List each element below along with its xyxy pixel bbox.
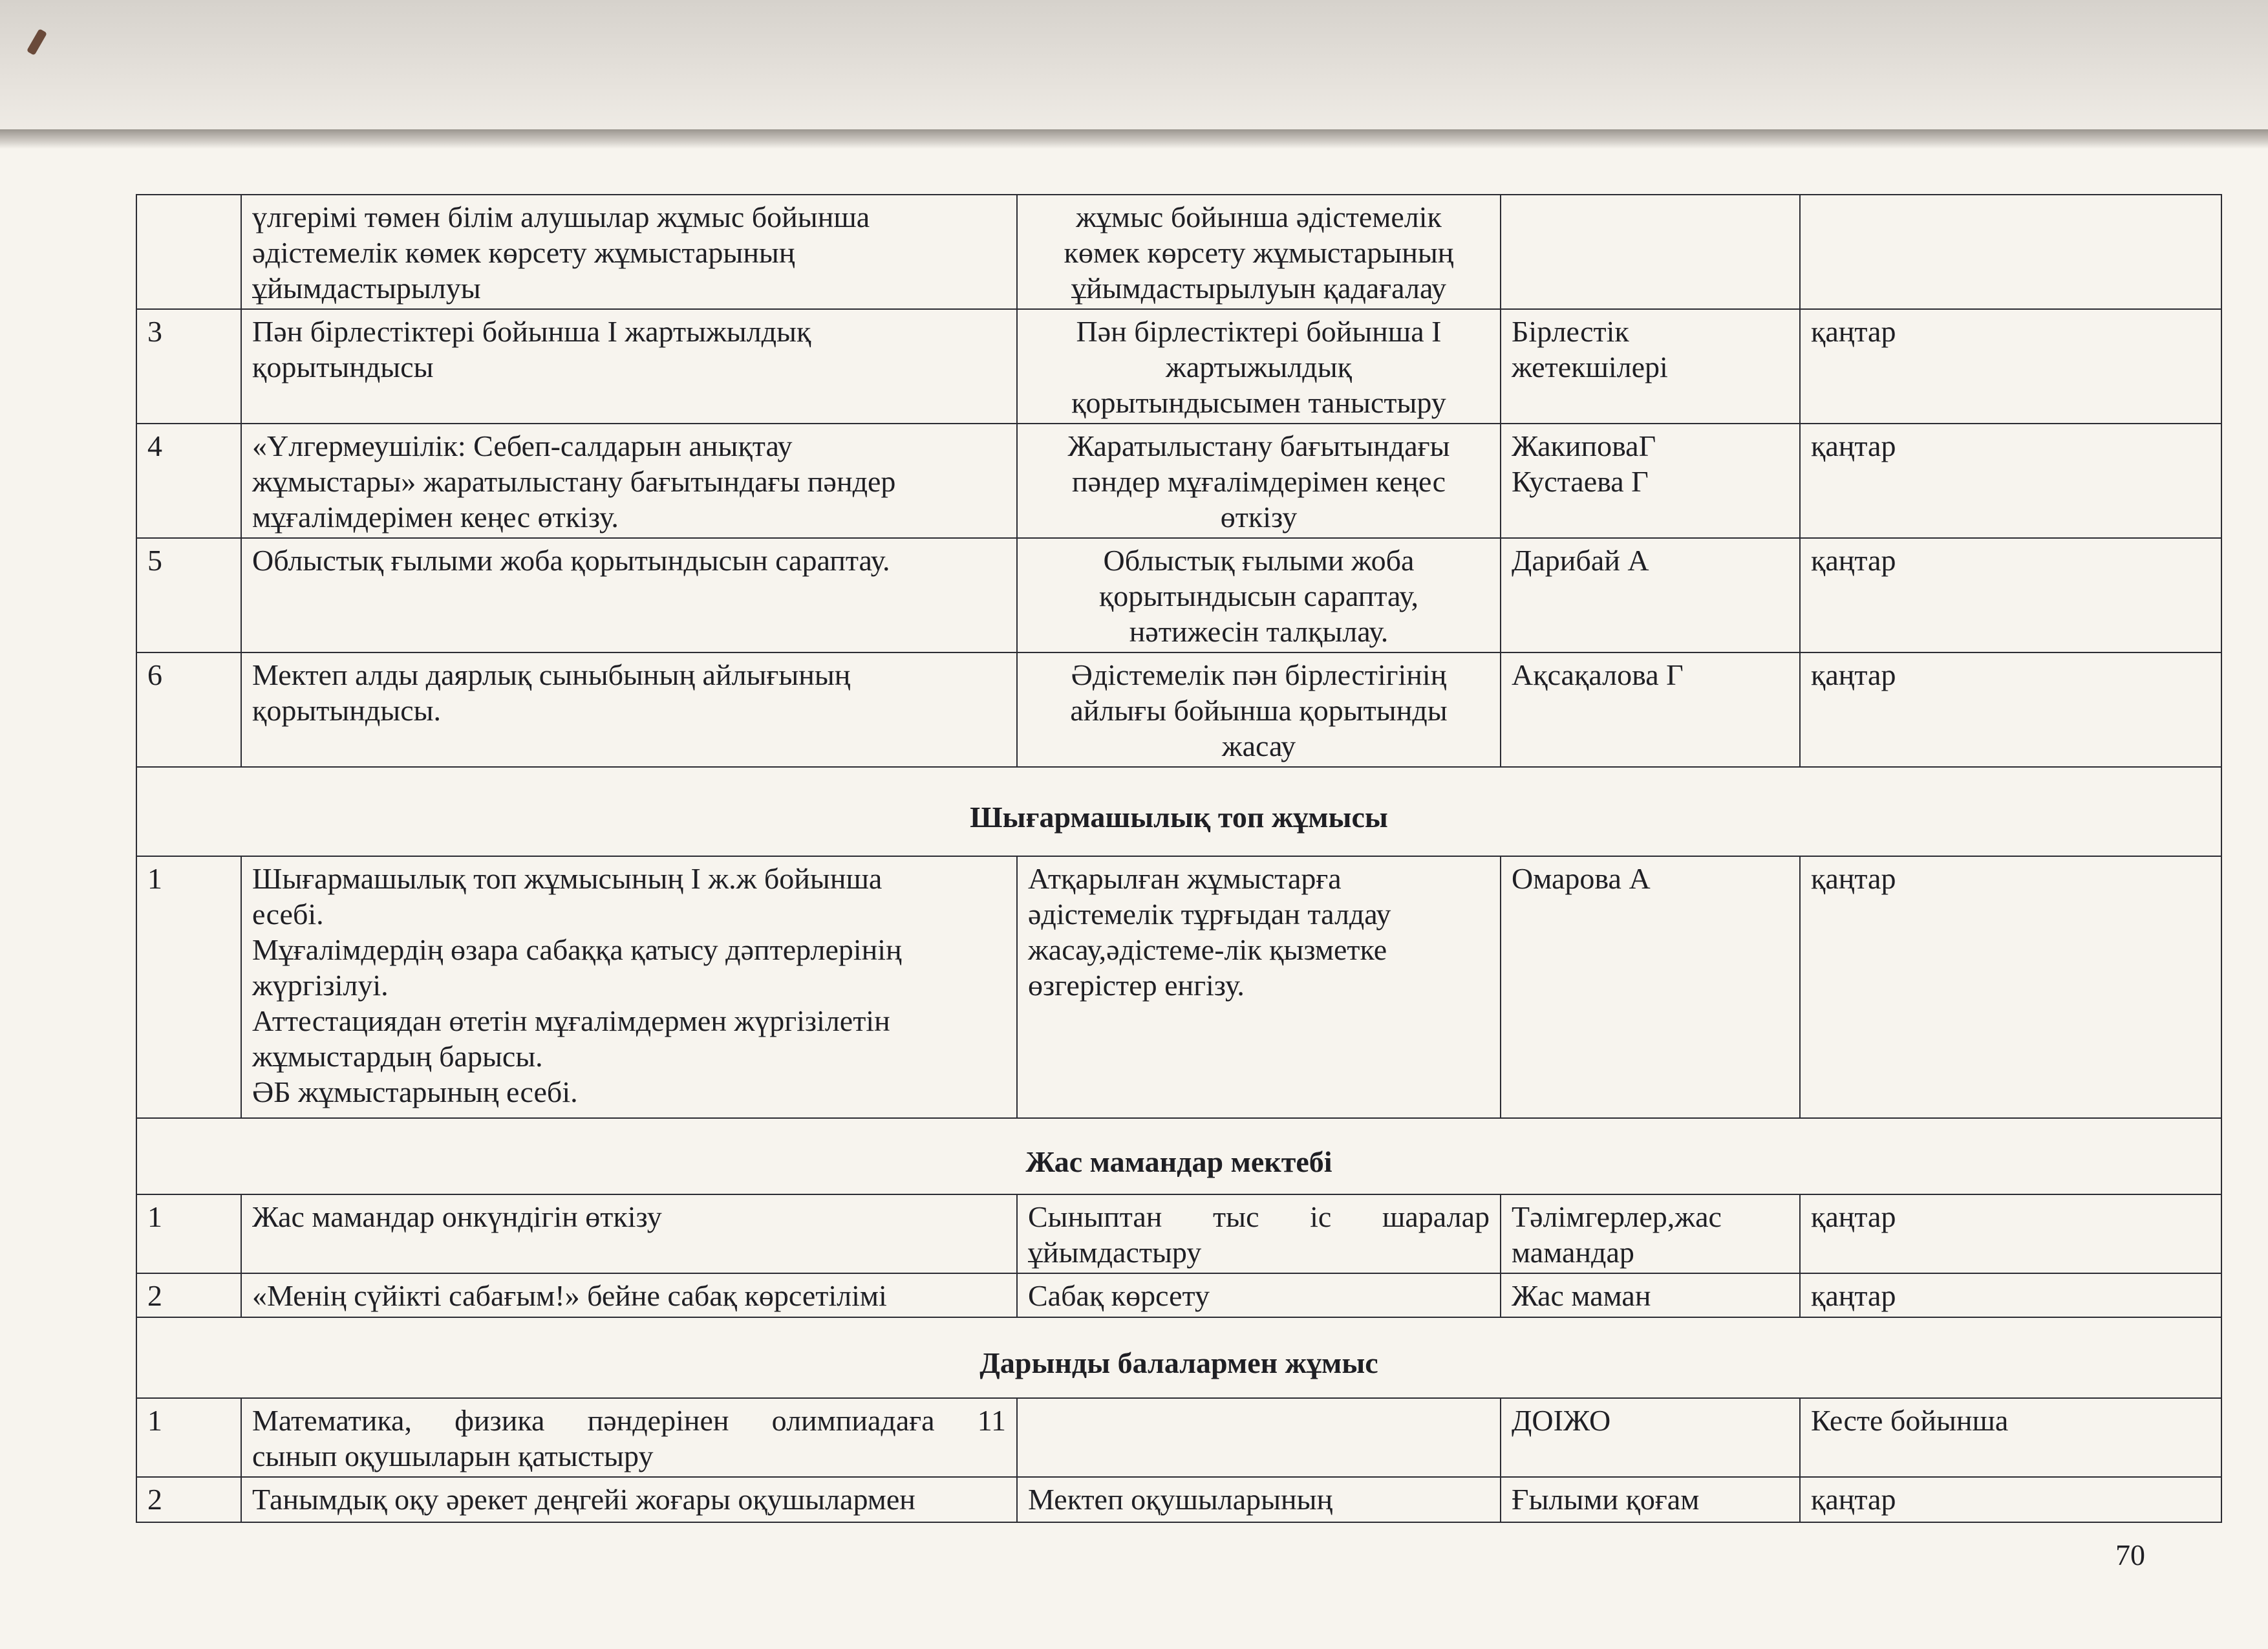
section-row xyxy=(136,1317,2221,1398)
task-cell: Облыстық ғылыми жоба қорытындысын сараптау. xyxy=(241,538,1017,652)
responsible-cell: Тәлімгерлер,жас мамандар xyxy=(1501,1194,1800,1273)
task-cell: Шығармашылық топ жұмысының І ж.ж бойынша есебі. Мұғалімдердің өзара сабаққа қатысу дәптерлерінің жүргізілуі. Аттестациядан өтетін мұғалімдермен жүргізілетін жұмыстардың барысы. ӘБ жұмыстарының есебі. xyxy=(241,856,1017,1118)
result-cell: Жаратылыстану бағытындағы пәндер мұғалімдерімен кеңес өткізу xyxy=(1017,424,1501,538)
page-number: 70 xyxy=(2115,1538,2145,1571)
deadline-cell: қаңтар xyxy=(1800,856,2221,1118)
result-cell: Сыныптан тыс іс шаралар ұйымдастыру xyxy=(1017,1194,1501,1273)
table-row xyxy=(136,309,2221,424)
deadline-cell: қаңтар xyxy=(1800,309,2221,424)
table-row xyxy=(136,856,2221,1118)
table-row xyxy=(136,195,2221,309)
row-number: 2 xyxy=(136,1477,241,1522)
task-cell: Математика, физика пәндерінен олимпиадаға 11 сынып оқушыларын қатыстыру xyxy=(241,1398,1017,1477)
responsible-cell: Ғылыми қоғам xyxy=(1501,1477,1800,1522)
deadline-cell: қаңтар xyxy=(1800,1477,2221,1522)
deadline-cell: қаңтар xyxy=(1800,1194,2221,1273)
task-cell: Пән бірлестіктері бойынша І жартыжылдық қорытындысы xyxy=(241,309,1017,424)
result-cell: Пән бірлестіктері бойынша І жартыжылдық қорытындысымен таныстыру xyxy=(1017,309,1501,424)
responsible-cell: Омарова А xyxy=(1501,856,1800,1118)
task-cell: Танымдық оқу әрекет деңгейі жоғары оқушылармен xyxy=(241,1477,1017,1522)
responsible-cell: Ақсақалова Г xyxy=(1501,652,1800,767)
responsible-cell: Дарибай А xyxy=(1501,538,1800,652)
table-row xyxy=(136,1477,2221,1522)
deadline-cell: қаңтар xyxy=(1800,1273,2221,1317)
deadline-cell: Кесте бойынша xyxy=(1800,1398,2221,1477)
table-row xyxy=(136,424,2221,538)
result-cell: Әдістемелік пән бірлестігінің айлығы бойынша қорытынды жасау xyxy=(1017,652,1501,767)
row-number: 1 xyxy=(136,856,241,1118)
responsible-cell xyxy=(1501,195,1800,309)
plan-table xyxy=(136,194,2222,1523)
table-row xyxy=(136,538,2221,652)
row-number xyxy=(136,195,241,309)
result-cell: жұмыс бойынша әдістемелік көмек көрсету жұмыстарының ұйымдастырылуын қадағалау xyxy=(1017,195,1501,309)
task-cell: үлгерімі төмен білім алушылар жұмыс бойынша әдістемелік көмек көрсету жұмыстарының ұйымдастырылуы xyxy=(241,195,1017,309)
section-row xyxy=(136,1118,2221,1194)
section-title: Дарынды балалармен жұмыс xyxy=(136,1317,2221,1398)
table-row xyxy=(136,1273,2221,1317)
responsible-cell: Бірлестік жетекшілері xyxy=(1501,309,1800,424)
row-number: 1 xyxy=(136,1194,241,1273)
task-cell: «Менің сүйікті сабағым!» бейне сабақ көрсетілімі xyxy=(241,1273,1017,1317)
result-cell: Облыстық ғылыми жоба қорытындысын сараптау, нәтижесін талқылау. xyxy=(1017,538,1501,652)
scan-page-edge xyxy=(0,129,2268,149)
table-row xyxy=(136,1194,2221,1273)
task-cell: Жас мамандар онкүндігін өткізу xyxy=(241,1194,1017,1273)
deadline-cell xyxy=(1800,195,2221,309)
row-number: 4 xyxy=(136,424,241,538)
task-cell: «Үлгермеушілік: Себеп-салдарын анықтау жұмыстары» жаратылыстану бағытындағы пәндер мұғалімдерімен кеңес өткізу. xyxy=(241,424,1017,538)
result-cell: Мектеп оқушыларының xyxy=(1017,1477,1501,1522)
result-cell xyxy=(1017,1398,1501,1477)
deadline-cell: қаңтар xyxy=(1800,652,2221,767)
responsible-cell: Жас маман xyxy=(1501,1273,1800,1317)
responsible-cell: ЖакиповаГ Кустаева Г xyxy=(1501,424,1800,538)
row-number: 3 xyxy=(136,309,241,424)
section-title: Шығармашылық топ жұмысы xyxy=(136,767,2221,856)
task-cell: Мектеп алды даярлық сыныбының айлығының қорытындысы. xyxy=(241,652,1017,767)
table-row xyxy=(136,1398,2221,1477)
section-row xyxy=(136,767,2221,856)
responsible-cell: ДОІЖО xyxy=(1501,1398,1800,1477)
document-page xyxy=(136,194,2221,1520)
section-title: Жас мамандар мектебі xyxy=(136,1118,2221,1194)
row-number: 6 xyxy=(136,652,241,767)
row-number: 2 xyxy=(136,1273,241,1317)
scan-shadow-top xyxy=(0,0,2268,149)
row-number: 5 xyxy=(136,538,241,652)
row-number: 1 xyxy=(136,1398,241,1477)
result-cell: Атқарылған жұмыстарға әдістемелік тұрғыдан талдау жасау,әдістеме-лік қызметке өзгерістер енгізу. xyxy=(1017,856,1501,1118)
deadline-cell: қаңтар xyxy=(1800,538,2221,652)
result-cell: Сабақ көрсету xyxy=(1017,1273,1501,1317)
table-row xyxy=(136,652,2221,767)
deadline-cell: қаңтар xyxy=(1800,424,2221,538)
